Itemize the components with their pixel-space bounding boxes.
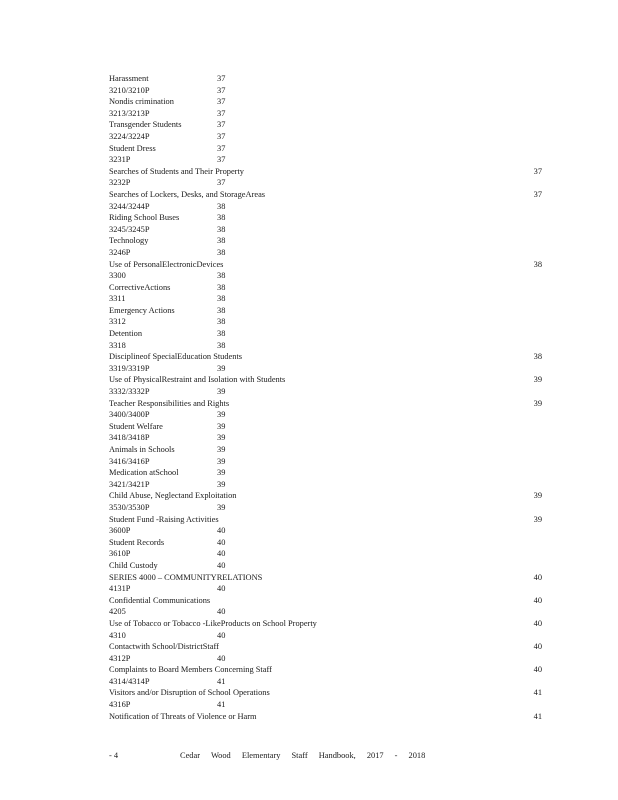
toc-entry-page: 37 xyxy=(217,143,226,153)
toc-entry xyxy=(0,108,618,120)
toc-entry-page: 40 xyxy=(217,560,226,570)
toc-entry-page: 37 xyxy=(217,178,226,188)
toc-entry-title: Use of PhysicalRestraint and Isolation with Students xyxy=(109,375,286,385)
toc-entry xyxy=(0,386,618,398)
page-footer xyxy=(0,750,618,762)
toc-entry xyxy=(0,224,618,236)
toc-entry xyxy=(0,189,618,201)
toc-entry-title: 3245/3245P xyxy=(109,224,150,234)
toc-entry-page: 39 xyxy=(533,375,542,385)
toc-entry-page: 41 xyxy=(533,711,542,721)
toc-entry-title: Riding School Buses xyxy=(109,213,180,223)
toc-entry xyxy=(0,687,618,699)
toc-entry-page: 37 xyxy=(217,131,226,141)
toc-entry-page: 41 xyxy=(217,676,226,686)
toc-entry xyxy=(0,525,618,537)
toc-entry-page: 37 xyxy=(217,120,226,130)
toc-entry xyxy=(0,85,618,97)
toc-entry-title: 4131P xyxy=(109,584,131,594)
toc-entry xyxy=(0,119,618,131)
toc-entry-page: 40 xyxy=(217,526,226,536)
toc-entry-page: 40 xyxy=(217,537,226,547)
toc-entry xyxy=(0,131,618,143)
toc-entry-page: 38 xyxy=(217,247,226,257)
toc-entry xyxy=(0,154,618,166)
toc-entry xyxy=(0,374,618,386)
toc-entry-page: 37 xyxy=(217,97,226,107)
toc-entry-title: 4205 xyxy=(109,607,126,617)
toc-entry-page: 37 xyxy=(533,166,542,176)
toc-entry-page: 38 xyxy=(217,236,226,246)
toc-entry-title: Visitors and/or Disruption of School Operations xyxy=(109,688,270,698)
toc-entry xyxy=(0,143,618,155)
toc-entry xyxy=(0,201,618,213)
toc-entry-title: Teacher Responsibilities and Rights xyxy=(109,398,230,408)
toc-entry xyxy=(0,235,618,247)
toc-entry-title: Disciplineof SpecialEducation Students xyxy=(109,352,243,362)
toc-entry-page: 38 xyxy=(217,224,226,234)
toc-entry-title: Nondis crimination xyxy=(109,97,174,107)
toc-entry xyxy=(0,490,618,502)
toc-entry-title: Child Abuse, Neglectand Exploitation xyxy=(109,491,237,501)
toc-entry xyxy=(0,328,618,340)
toc-entry-title: 3332/3332P xyxy=(109,387,150,397)
toc-entry-title: Emergency Actions xyxy=(109,305,175,315)
toc-entry-page: 39 xyxy=(533,491,542,501)
toc-entry-page: 39 xyxy=(217,468,226,478)
toc-entry xyxy=(0,572,618,584)
toc-entry-page: 38 xyxy=(217,317,226,327)
toc-entry xyxy=(0,676,618,688)
toc-entry xyxy=(0,73,618,85)
toc-entry-page: 39 xyxy=(217,410,226,420)
toc-entry xyxy=(0,293,618,305)
toc-entry xyxy=(0,641,618,653)
toc-entry-title: Use of PersonalElectronicDevices xyxy=(109,259,224,269)
toc-entry xyxy=(0,247,618,259)
toc-entry xyxy=(0,502,618,514)
toc-entry-page: 41 xyxy=(533,688,542,698)
toc-entry-title: 3210/3210P xyxy=(109,85,150,95)
toc-entry-page: 40 xyxy=(533,572,542,582)
toc-entry-title: Use of Tobacco or Tobacco -LikeProducts on School Property xyxy=(109,618,317,628)
toc-entry-page: 39 xyxy=(217,479,226,489)
toc-entry xyxy=(0,305,618,317)
toc-entry xyxy=(0,479,618,491)
toc-entry xyxy=(0,432,618,444)
toc-entry xyxy=(0,456,618,468)
toc-entry-page: 40 xyxy=(533,665,542,675)
toc-entry-title: 3416/3416P xyxy=(109,456,150,466)
toc-entry xyxy=(0,444,618,456)
toc-entry-page: 39 xyxy=(217,445,226,454)
toc-entry-title: Student Dress xyxy=(109,143,156,153)
toc-entry xyxy=(0,583,618,595)
toc-entry-page: 41 xyxy=(217,700,226,710)
toc-entry-title: Child Custody xyxy=(109,560,158,570)
toc-entry xyxy=(0,282,618,294)
toc-entry-page: 40 xyxy=(533,642,542,652)
toc-entry-page: 39 xyxy=(217,456,226,466)
toc-entry-title: Animals in Schools xyxy=(109,445,175,454)
toc-entry-title: Confidential Communications xyxy=(109,595,211,605)
toc-entry xyxy=(0,537,618,549)
toc-entry-title: 3610P xyxy=(109,549,131,559)
toc-entry-page: 38 xyxy=(217,282,226,292)
toc-entry-title: Transgender Students xyxy=(109,120,182,130)
toc-entry-page: 40 xyxy=(217,584,226,594)
toc-entry xyxy=(0,653,618,665)
toc-entry-title: Technology xyxy=(109,236,149,246)
toc-entry-page: 40 xyxy=(217,549,226,559)
toc-entry-title: Searches of Students and Their Property xyxy=(109,166,244,176)
toc-entry-page: 39 xyxy=(217,433,226,443)
toc-entry-title: 3311 xyxy=(109,294,126,304)
footer-page-number: - 4 xyxy=(109,751,119,760)
toc-entry-title: 3312 xyxy=(109,317,126,327)
toc-entry-page: 40 xyxy=(533,618,542,628)
toc-entry-title: 3319/3319P xyxy=(109,363,150,373)
toc-entry xyxy=(0,548,618,560)
toc-entry-title: Detention xyxy=(109,329,143,339)
toc-entry xyxy=(0,595,618,607)
toc-entry-title: Contactwith School/DistrictStaff xyxy=(109,642,219,652)
toc-entry xyxy=(0,421,618,433)
toc-entry xyxy=(0,398,618,410)
toc-entry xyxy=(0,316,618,328)
toc-entry-page: 38 xyxy=(217,329,226,339)
toc-entry-title: 3232P xyxy=(109,178,131,188)
toc-entry-page: 37 xyxy=(533,189,542,199)
toc-entry-page: 37 xyxy=(217,155,226,165)
toc-entry-page: 38 xyxy=(217,201,226,211)
toc-entry-title: Searches of Lockers, Desks, and StorageAreas xyxy=(109,189,266,199)
toc-entry-page: 39 xyxy=(217,363,226,373)
toc-entry-page: 38 xyxy=(533,259,542,269)
toc-entry-title: 3300 xyxy=(109,271,126,281)
toc-entry xyxy=(0,699,618,711)
footer-handbook-title: Cedar Wood Elementary Staff Handbook, 2017 - 2018 xyxy=(180,751,426,760)
toc-entry-page: 39 xyxy=(533,398,542,408)
toc-entry-title: 3530/3530P xyxy=(109,502,150,512)
toc-entry-page: 40 xyxy=(217,607,226,617)
toc-entry-page: 37 xyxy=(217,74,226,83)
toc-entry-title: 4316P xyxy=(109,700,131,710)
toc-entry-title: Medication atSchool xyxy=(109,468,179,478)
toc-entry xyxy=(0,177,618,189)
toc-entry-page: 38 xyxy=(217,305,226,315)
toc-entry-title: Notification of Threats of Violence or Harm xyxy=(109,711,257,721)
toc-entry xyxy=(0,409,618,421)
toc-entry xyxy=(0,664,618,676)
toc-entry-title: Student Fund -Raising Activities xyxy=(109,514,219,524)
toc-entry-title: Student Welfare xyxy=(109,421,163,431)
toc-entry-title: Harassment xyxy=(109,74,149,83)
toc-entry-title: Complaints to Board Members Concerning Staff xyxy=(109,665,272,675)
toc-entry-title: Student Records xyxy=(109,537,165,547)
toc-entry-title: 3318 xyxy=(109,340,126,350)
toc-entry-title: 4312P xyxy=(109,653,131,663)
toc-entry xyxy=(0,514,618,526)
toc-entry-title: 3224/3224P xyxy=(109,131,150,141)
toc-entry-title: 3600P xyxy=(109,526,131,536)
toc-entry xyxy=(0,711,618,723)
toc-entry xyxy=(0,340,618,352)
toc-entry xyxy=(0,270,618,282)
toc-entry xyxy=(0,212,618,224)
toc-entry-page: 39 xyxy=(533,514,542,524)
toc-entry-page: 38 xyxy=(533,352,542,362)
toc-entry xyxy=(0,630,618,642)
table-of-contents xyxy=(0,73,618,722)
toc-entry-title: 3400/3400P xyxy=(109,410,150,420)
toc-entry-page: 37 xyxy=(217,85,226,95)
toc-entry-page: 39 xyxy=(217,502,226,512)
toc-entry xyxy=(0,606,618,618)
toc-entry-title: CorrectiveActions xyxy=(109,282,171,292)
toc-entry-page: 38 xyxy=(217,294,226,304)
toc-entry-title: SERIES 4000 – COMMUNITYRELATIONS xyxy=(109,572,263,582)
toc-entry-page: 39 xyxy=(217,387,226,397)
toc-entry-title: 3244/3244P xyxy=(109,201,150,211)
toc-entry-page: 40 xyxy=(217,630,226,640)
toc-entry-page: 39 xyxy=(217,421,226,431)
toc-entry xyxy=(0,96,618,108)
toc-entry-title: 3418/3418P xyxy=(109,433,150,443)
toc-entry-page: 40 xyxy=(217,653,226,663)
toc-entry xyxy=(0,467,618,479)
toc-entry-title: 3213/3213P xyxy=(109,108,150,118)
toc-entry-page: 38 xyxy=(217,271,226,281)
toc-entry-title: 3421/3421P xyxy=(109,479,150,489)
toc-entry-page: 38 xyxy=(217,213,226,223)
toc-entry xyxy=(0,363,618,375)
toc-entry-title: 3231P xyxy=(109,155,131,165)
toc-entry xyxy=(0,259,618,271)
toc-entry xyxy=(0,166,618,178)
toc-entry-title: 4310 xyxy=(109,630,126,640)
toc-entry xyxy=(0,618,618,630)
toc-entry-page: 37 xyxy=(217,108,226,118)
toc-entry-title: 3246P xyxy=(109,247,131,257)
toc-entry-page: 40 xyxy=(533,595,542,605)
toc-entry xyxy=(0,560,618,572)
toc-entry-title: 4314/4314P xyxy=(109,676,150,686)
toc-entry-page: 38 xyxy=(217,340,226,350)
toc-entry xyxy=(0,351,618,363)
